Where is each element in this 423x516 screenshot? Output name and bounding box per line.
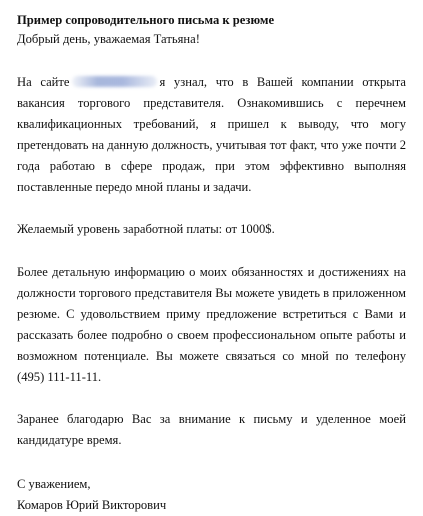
paragraph-vacancy-rest: я узнал, что в Вашей компании открыта вакансия торгового представителя. Ознакомившись с перечнем квалификационных требований, я пришел к выводу, что могу претендовать на данную должность, учитывая тот факт, что уже почти 2 года работаю в сфере продаж, при этом эффективно выполняя поставленные передо мной планы и задачи. (17, 75, 407, 194)
salary-line: Желаемый уровень заработной платы: от 1000$. (17, 222, 275, 236)
paragraph-vacancy (17, 72, 406, 198)
document-title: Пример сопроводительного письма к резюме (17, 13, 275, 27)
greeting: Добрый день, уважаемая Татьяна! (17, 32, 200, 46)
paragraph-thanks: Заранее благодарю Вас за внимание к письму и уделенное моей кандидатуре время. (17, 412, 406, 447)
closing-phrase: С уважением, (17, 477, 91, 491)
signature-name: Комаров Юрий Викторович (17, 498, 167, 512)
redacted-website-name (72, 76, 157, 87)
paragraph-details: Более детальную информацию о моих обязанностях и достижениях на должности торгового представителя Вы можете увидеть в приложенном резюме. С удовольствием приму предложение встретиться с Вами и рассказать более подробно о своем профессиональном опыте работы и возможном потенциале. Вы можете связаться со мной по телефону (495) 111-11-11. (17, 265, 406, 384)
paragraph-vacancy-start: На сайте (17, 75, 70, 89)
